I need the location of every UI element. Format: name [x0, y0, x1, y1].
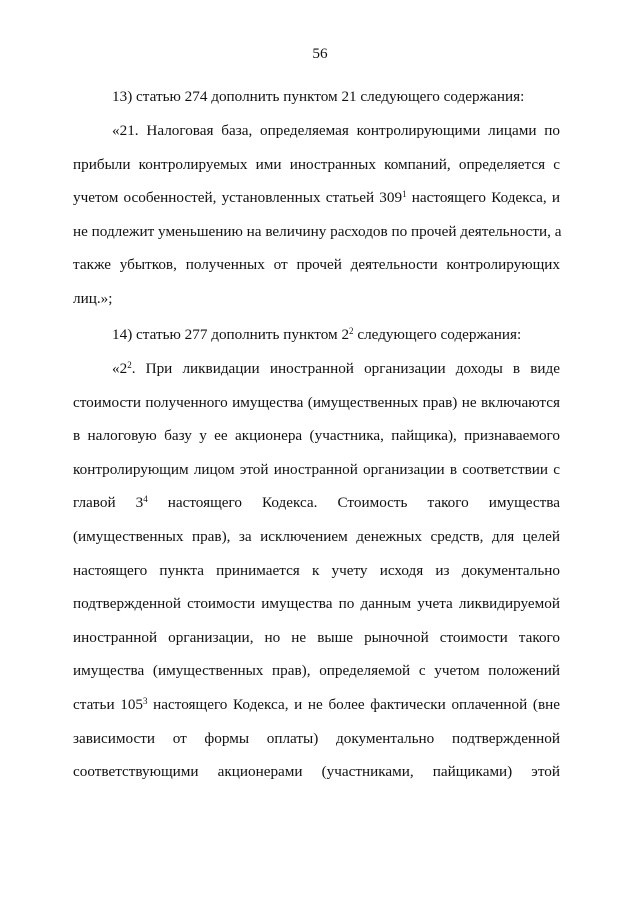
- paragraph-line: статьи $105^3$ настоящего Кодекса, и не более фактически оплаченной (вне: [73, 695, 560, 713]
- paragraph-line: учетом особенностей, установленных статьей $309^1$ настоящего Кодекса, и: [73, 189, 560, 207]
- paragraph-line: главой $3^4$ настоящего Кодекса. Стоимость такого имущества: [73, 494, 560, 512]
- paragraph-line: «$2^2$. При ликвидации иностранной организации доходы в виде: [112, 360, 560, 377]
- item-13-heading: [73, 80, 560, 114]
- paragraph-line: лиц.»;: [73, 289, 113, 307]
- paragraph-line: также убытков, полученных от прочей деятельности контролирующих: [73, 256, 560, 274]
- paragraph-line: соответствующими акционерами (участниками, пайщиками) этой: [73, 763, 560, 781]
- paragraph-line: не подлежит уменьшению на величину расходов по прочей деятельности, а: [73, 222, 562, 240]
- item-14-paragraph: [73, 352, 560, 789]
- item-13-paragraph: [73, 114, 560, 316]
- item-13-heading-text: 13) статью 274 дополнить пунктом 21 следующего содержания:: [112, 88, 525, 105]
- paragraph-line: иностранной организации, но не выше рыночной стоимости такого: [73, 628, 560, 646]
- paragraph-line: подтвержденной стоимости имущества по данным учета ликвидируемой: [73, 595, 560, 613]
- superscript: 2: [349, 326, 354, 336]
- superscript: 2: [127, 360, 132, 370]
- paragraph-line: контролирующим лицом этой иностранной организации в соответствии с: [73, 460, 560, 478]
- superscript: 4: [143, 494, 148, 505]
- paragraph-line: «21. Налоговая база, определяемая контролирующими лицами по: [112, 122, 560, 139]
- paragraph-line: (имущественных прав), за исключением денежных средств, для целей: [73, 527, 560, 545]
- superscript: 3: [143, 695, 148, 706]
- paragraph-line: зависимости от формы оплаты) документально подтвержденной: [73, 729, 560, 747]
- paragraph-line: имущества (имущественных прав), определяемой с учетом положений: [73, 662, 560, 680]
- paragraph-line: в налоговую базу у ее акционера (участника, пайщика), признаваемого: [73, 427, 560, 445]
- superscript: 1: [402, 189, 407, 200]
- paragraph-line: прибыли контролируемых ими иностранных компаний, определяется с: [73, 155, 560, 173]
- item-14-heading: [73, 318, 560, 352]
- page-number: 56: [312, 45, 328, 62]
- item-14-heading-text: 14) статью 277 дополнить пунктом $2^2$ следующего содержания:: [112, 326, 522, 343]
- paragraph-line: настоящего пункта принимается к учету исходя из документально: [73, 561, 560, 579]
- paragraph-line: стоимости полученного имущества (имущественных прав) не включаются: [73, 393, 560, 411]
